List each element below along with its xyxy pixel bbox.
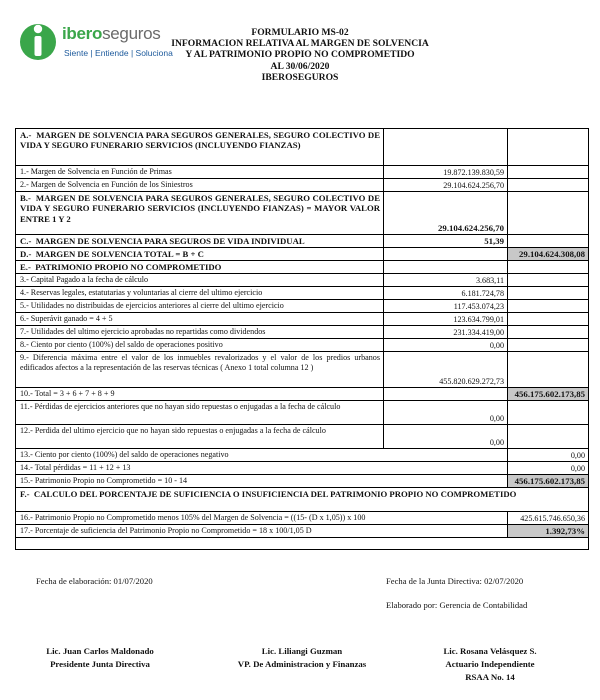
row-5-value: 117.453.074,23 xyxy=(384,300,508,312)
table-row xyxy=(16,351,588,387)
section-f-label: F.- CALCULO DEL PORCENTAJE DE SUFICIENCIA O INSUFICIENCIA DEL PATRIMONIO PROPIO NO COMPROMETIDO xyxy=(20,489,517,499)
preparation-date: Fecha de elaboración: 01/07/2020 xyxy=(36,576,153,586)
signature-vp: Lic. Liliangi Guzman VP. De Administracion y Finanzas xyxy=(237,646,367,669)
table-row xyxy=(16,387,588,400)
solvency-table xyxy=(15,128,589,550)
row-1-label: 1.- Margen de Solvencia en Función de Primas xyxy=(16,166,384,178)
form-header xyxy=(145,27,455,83)
form-code: FORMULARIO MS-02 xyxy=(251,27,349,38)
section-b-value: 29.104.624.256,70 xyxy=(384,192,508,234)
board-date: Fecha de la Junta Directiva: 02/07/2020 xyxy=(386,576,524,586)
row-11-label: 11.- Pérdidas de ejercicios anteriores que no hayan sido repuestas o enjugadas a la fecha de cálculo xyxy=(16,401,384,424)
table-row xyxy=(16,461,588,474)
table-row xyxy=(16,524,588,537)
logo-tagline: Siente | Entiende | Soluciona xyxy=(64,48,173,58)
row-11-value: 0,00 xyxy=(384,401,508,424)
row-17-label: 17.- Porcentaje de suficiencia del Patrimonio Propio no Comprometido = 18 x 100/1,05 D xyxy=(16,525,508,537)
section-a-label: A.- MARGEN DE SOLVENCIA PARA SEGUROS GENERALES, SEGURO COLECTIVO DE VIDA Y SEGURO FUNERARIO SERVICIOS (INCLUYENDO FIANZAS) xyxy=(16,129,384,165)
row-7-value: 231.334.419,00 xyxy=(384,326,508,338)
table-row xyxy=(16,338,588,351)
row-9-value: 455.820.629.272,73 xyxy=(384,352,508,387)
prepared-by: Elaborado por: Gerencia de Contabilidad xyxy=(386,600,528,610)
section-d-row xyxy=(16,247,588,260)
row-12-value: 0,00 xyxy=(384,425,508,448)
company-name: IBEROSEGUROS xyxy=(261,71,339,83)
table-row xyxy=(16,424,588,448)
section-e-label: E.- PATRIMONIO PROPIO NO COMPROMETIDO xyxy=(16,261,384,273)
row-3-value: 3.683,11 xyxy=(384,274,508,286)
section-e-row xyxy=(16,260,588,273)
row-1-value: 19.872.139.830,59 xyxy=(384,166,508,178)
logo-wordmark: iberoseguros xyxy=(62,24,161,43)
row-2-label: 2.- Margen de Solvencia en Función de los Siniestros xyxy=(16,179,384,191)
row-2-value: 29.104.624.256,70 xyxy=(384,179,508,191)
row-13-label: 13.- Ciento por ciento (100%) del saldo de operaciones negativo xyxy=(16,449,508,461)
row-16-value: 425.615.746.650,36 xyxy=(520,514,585,523)
row-10-total: 456.175.602.173,85 xyxy=(508,388,588,400)
row-14-label: 14.- Total pérdidas = 11 + 12 + 13 xyxy=(16,462,508,474)
table-row xyxy=(16,273,588,286)
row-7-label: 7.- Utilidades del ultimo ejercicio aprobadas no repartidas como dividendos xyxy=(16,326,384,338)
table-row xyxy=(16,299,588,312)
row-4-value: 6.181.724,78 xyxy=(384,287,508,299)
section-c-label: C.- MARGEN DE SOLVENCIA PARA SEGUROS DE VIDA INDIVIDUAL xyxy=(16,235,384,247)
table-row xyxy=(16,165,588,178)
section-a-row xyxy=(16,129,588,165)
row-6-label: 6.- Superávit ganado = 4 + 5 xyxy=(16,313,384,325)
table-row xyxy=(16,400,588,424)
table-row xyxy=(16,312,588,325)
table-row xyxy=(16,325,588,338)
row-8-label: 8.- Ciento por ciento (100%) del saldo de operaciones positivo xyxy=(16,339,384,351)
row-3-label: 3.- Capital Pagado a la fecha de cálculo xyxy=(16,274,384,286)
logo-mark-icon xyxy=(18,18,58,64)
section-d-label: D.- MARGEN DE SOLVENCIA TOTAL = B + C xyxy=(16,248,384,260)
row-15-total: 456.175.602.173,85 xyxy=(508,475,588,487)
row-13-value: 0,00 xyxy=(570,451,585,460)
row-4-label: 4.- Reservas legales, estatutarias y voluntarias al cierre del ultimo ejercicio xyxy=(16,287,384,299)
section-c-value: 51,39 xyxy=(384,235,508,247)
form-subtitle: Y AL PATRIMONIO PROPIO NO COMPROMETIDO xyxy=(185,49,415,61)
row-15-label: 15.- Patrimonio Propio no Comprometido = 10 - 14 xyxy=(16,475,508,487)
signature-actuary: Lic. Rosana Velásquez S. Actuario Independiente RSAA No. 14 xyxy=(443,646,537,682)
section-f-row xyxy=(16,487,588,511)
form-date: AL 30/06/2020 xyxy=(270,60,330,72)
form-title: INFORMACION RELATIVA AL MARGEN DE SOLVENCIA xyxy=(171,38,429,50)
section-b-label: B.- MARGEN DE SOLVENCIA PARA SEGUROS GENERALES, SEGURO COLECTIVO DE VIDA Y SEGURO FUNERARIO SERVICIOS (INCLUYENDO FIANZAS) = MAYOR VALOR ENTRE 1 Y 2 xyxy=(16,192,384,234)
section-d-total: 29.104.624.308,08 xyxy=(508,248,588,260)
row-6-value: 123.634.799,01 xyxy=(384,313,508,325)
row-9-label: 9.- Diferencia máxima entre el valor de los inmuebles revalorizados y el valor de los predios urbanos edificados afectos a la representación de las reservas técnicas ( Anexo 1 total columna 12 ) xyxy=(16,352,384,387)
row-12-label: 12.- Perdida del ultimo ejercicio que no hayan sido repuestas o enjugadas a la fecha de cálculo xyxy=(16,425,384,448)
table-row xyxy=(16,511,588,524)
row-8-value: 0,00 xyxy=(384,339,508,351)
row-14-value: 0,00 xyxy=(570,464,585,473)
table-bottom-spacer xyxy=(16,537,588,549)
section-c-row xyxy=(16,234,588,247)
table-row xyxy=(16,178,588,191)
table-row xyxy=(16,286,588,299)
row-10-label: 10.- Total = 3 + 6 + 7 + 8 + 9 xyxy=(16,388,384,400)
row-16-label: 16.- Patrimonio Propio no Comprometido menos 105% del Margen de Solvencia = ((15- (D x 1,05)) x 100 xyxy=(16,512,508,524)
row-17-percentage: 1.392,73% xyxy=(508,525,588,537)
signature-president: Lic. Juan Carlos Maldonado Presidente Junta Directiva xyxy=(46,646,154,669)
section-b-row xyxy=(16,191,588,234)
table-row xyxy=(16,474,588,487)
table-row xyxy=(16,448,588,461)
row-5-label: 5.- Utilidades no distribuidas de ejercicios anteriores al cierre del ultimo ejercicio xyxy=(16,300,384,312)
